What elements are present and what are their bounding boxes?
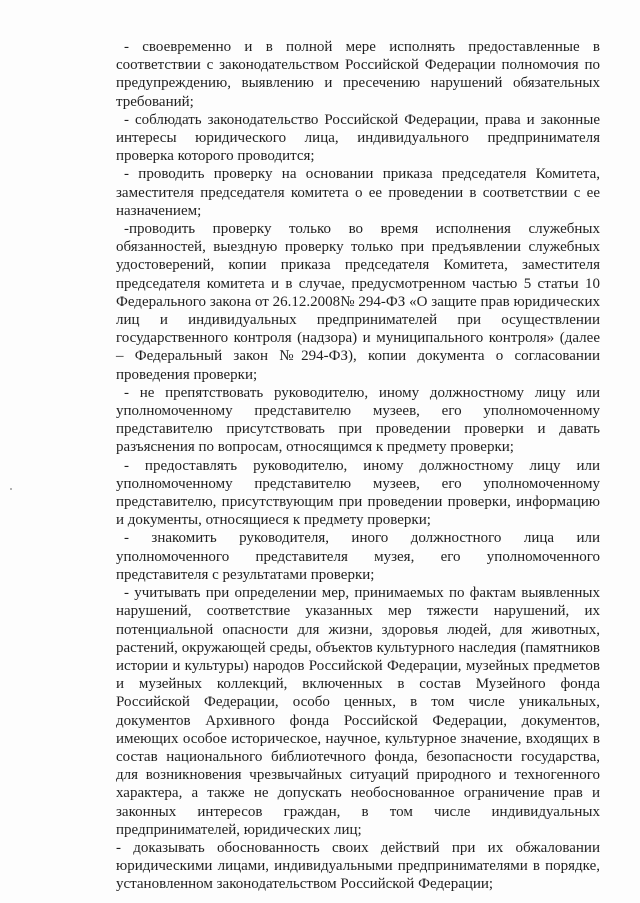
paragraph-duty-justify-actions: - доказывать обоснованность своих действий при их обжаловании юридическими лицами, индивидуальными предпринимателями в порядке, установленном законодательством Российской Федерации; bbox=[116, 839, 600, 893]
paragraph-duty-comply-law: - соблюдать законодательство Российской Федерации, права и законные интересы юридического лица, индивидуального предпринимателя проверка которого проводится; bbox=[116, 111, 600, 165]
paragraph-duty-no-obstruction: - не препятствовать руководителю, иному должностному лицу или уполномоченному представителю музеев, его уполномоченному представителю присутствовать при проведении проверки и давать разъяснения по вопросам, относящимся к предмету проверки; bbox=[116, 384, 600, 456]
paragraph-duty-powers: - своевременно и в полной мере исполнять предоставленные в соответствии с законодательством Российской Федерации полномочия по предупреждению, выявлению и пресечению нарушений обязательных требований; bbox=[116, 39, 600, 110]
paragraph-duty-provide-info: - предоставлять руководителю, иному должностному лицу или уполномоченному представителю музеев, его уполномоченному представителю, присутствующим при проведении проверки, информацию и документы, относящиеся к предмету проверки; bbox=[116, 457, 600, 529]
paragraph-duty-order-basis: - проводить проверку на основании приказа председателя Комитета, заместителя председателя комитета о ее проведении в соответствии с ее назначением; bbox=[116, 166, 600, 219]
paragraph-duty-proportional-measures: - учитывать при определении мер, принимаемых по фактам выявленных нарушений, соответствие указанных мер тяжести нарушений, их потенциальной опасности для жизни, здоровья людей, для животных, растений, окружающей среды, объектов культурного наследия (памятников истории и культуры) народов Российской Федерации, музейных предметов и музейных коллекций, включенных в состав Музейного фонда Российской Федерации, особо ценных, в том числе уникальных, документов Архивного фонда Российской Федерации, документов, имеющих особое историческое, научное, культурное значение, входящих в состав национального библиотечного фонда, безопасности государства, для возникновения чрезвычайных ситуаций природного и техногенного характера, а также не допускать необоснованное ограничение прав и законных интересов граждан, в том числе индивидуальных предпринимателей, юридических лиц; bbox=[116, 585, 600, 838]
scan-dot bbox=[10, 488, 12, 490]
document-body bbox=[116, 38, 600, 894]
paragraph-duty-acquaint-results: - знакомить руководителя, иного должностного лица или уполномоченного представителя музея, его уполномоченного представителя с результатами проверки; bbox=[116, 530, 600, 583]
paragraph-duty-service-time: -проводить проверку только во время исполнения служебных обязанностей, выездную проверку только при предъявлении служебных удостоверений, копии приказа председателя Комитета, заместителя председателя комитета и в случае, предусмотренном частью 5 статьи 10 Федерального закона от 26.12.2008№ 294-ФЗ «О защите прав юридических лиц и индивидуальных предпринимателей при осуществлении государственного контроля (надзора) и муниципального контроля» (далее – Федеральный закон №294-ФЗ), копии документа о согласовании проведения проверки; bbox=[116, 221, 600, 383]
